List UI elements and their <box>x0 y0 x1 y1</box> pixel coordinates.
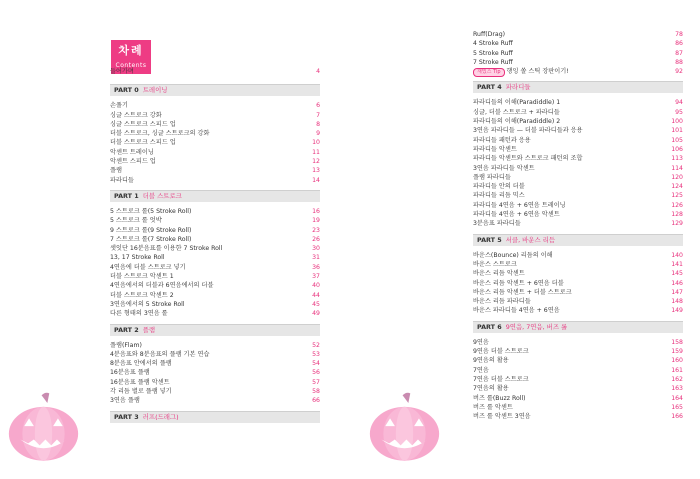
toc-entry[interactable] <box>110 253 320 262</box>
toc-entry-page: 114 <box>671 164 683 172</box>
toc-entry-page: 4 <box>316 68 320 75</box>
toc-entry-label: 버즈 롤 악센트 3연음 <box>473 413 531 421</box>
toc-entry-page: 87 <box>675 49 683 57</box>
toc-entry-page: 6 <box>316 102 320 110</box>
toc-entry-label: 악센트 트레이닝 <box>110 148 154 156</box>
toc-entry-page: 161 <box>671 366 683 374</box>
toc-entry-label: 3연음 파라디들 악센트 <box>473 164 535 172</box>
toc-entry-label: 각 리듬 별로 플램 넣기 <box>110 388 172 396</box>
part-number: PART 4 <box>477 83 502 92</box>
toc-entry-label: 7 Stroke Ruff <box>473 58 513 66</box>
toc-entry-label: 파라디들 <box>110 176 134 184</box>
toc-entry[interactable] <box>110 207 320 216</box>
toc-entry-label: 더블 스트로크 스피드 업 <box>110 139 176 147</box>
toc-entry[interactable] <box>110 396 320 405</box>
toc-entry-label: 셋잇단 16분음표를 이용한 7 Stroke Roll <box>110 245 223 253</box>
toc-entry-page: 125 <box>671 192 683 200</box>
toc-entry[interactable] <box>473 136 683 145</box>
toc-entry-page: 120 <box>671 173 683 181</box>
toc-entry-label: 싱글, 더블 스트로크 + 파라디들 <box>473 108 560 116</box>
toc-entry[interactable] <box>473 288 683 297</box>
toc-entry-page: 129 <box>671 220 683 228</box>
toc-entry[interactable] <box>110 235 320 244</box>
toc-entry[interactable] <box>110 368 320 377</box>
toc-entry-page: 56 <box>312 369 320 377</box>
toc-entry-label: 4연음에 더블 스트로크 넣기 <box>110 263 186 271</box>
toc-entry-page: 54 <box>312 360 320 368</box>
toc-entry-page: 23 <box>312 226 320 234</box>
part-number: PART 1 <box>114 191 139 200</box>
toc-entry-label: Ruff(Drag) <box>473 31 506 38</box>
toc-entry-page: 10 <box>312 139 320 147</box>
toc-entry-page: 57 <box>312 378 320 386</box>
toc-entry-label: 7연음 <box>473 366 489 374</box>
part-heading[interactable] <box>473 321 683 333</box>
toc-entry-label: 바운스 리듬 악센트 + 더블 스트로크 <box>473 288 572 296</box>
toc-entry-label: 파라디들 4연음 + 6연음 악센트 <box>473 211 560 219</box>
toc-entry-page: 8 <box>316 120 320 128</box>
toc-entry-label: 파라디들 4연음 + 6연음 트레이닝 <box>473 201 566 209</box>
toc-entry[interactable] <box>110 138 320 147</box>
toc-entry-label: 3분음표 파라디들 <box>473 220 521 228</box>
part-title: 서클, 바운스 리듬 <box>505 235 556 244</box>
toc-entry-label: 더블 스트로크 악센트 2 <box>110 291 174 299</box>
toc-entry-page: 19 <box>312 217 320 225</box>
toc-entry-label: 4분음표와 8분음표의 플램 기본 연습 <box>110 350 210 358</box>
part-number: PART 3 <box>114 412 139 421</box>
toc-entry-page: 53 <box>312 350 320 358</box>
part-title: 더블 스트로크 <box>142 191 182 200</box>
toc-entry-page: 145 <box>671 270 683 278</box>
toc-entry-label: 다른 형태의 3연음 롤 <box>110 310 168 318</box>
toc-entry[interactable] <box>473 279 683 288</box>
pumpkin-icon <box>366 388 443 468</box>
toc-entry-label: 바운스 리듬 악센트 <box>473 270 525 278</box>
toc-entry[interactable] <box>473 210 683 219</box>
toc-entry-label: 바운스 파라디들 4연음 + 6연음 <box>473 307 560 315</box>
part-heading[interactable] <box>110 84 320 96</box>
toc-entry-label: 파라디들의 이해(Paradiddle) 1 <box>473 99 561 107</box>
part-title: 플램 <box>142 325 156 334</box>
part-title: 파라디들 <box>505 83 531 92</box>
toc-entry-label: 손풀기 <box>110 102 128 110</box>
toc-entry[interactable] <box>473 219 683 228</box>
toc-entry[interactable] <box>110 244 320 253</box>
toc-entry[interactable] <box>110 359 320 368</box>
toc-entry[interactable] <box>110 350 320 359</box>
toc-entry-page: 30 <box>312 245 320 253</box>
toc-entry-label: 5 Stroke Ruff <box>473 49 513 57</box>
toc-entry-page: 146 <box>671 279 683 287</box>
toc-entry[interactable] <box>473 297 683 306</box>
toc-entry[interactable] <box>473 30 683 39</box>
toc-entry-page: 11 <box>312 148 320 156</box>
toc-entry-label: 플램 파라디들 <box>473 173 511 181</box>
toc-entry-label: 바운스(Bounce) 리듬의 이해 <box>473 251 553 259</box>
toc-entry[interactable] <box>110 129 320 138</box>
toc-entry-page: 37 <box>312 273 320 281</box>
toc-entry-label: 싱글 스트로크 강화 <box>110 111 162 119</box>
toc-entry[interactable] <box>473 173 683 182</box>
part-title: 트레이닝 <box>142 86 168 95</box>
toc-entry-label: 플램 <box>110 167 122 175</box>
toc-entry-page: 44 <box>312 291 320 299</box>
part-heading[interactable] <box>110 411 320 423</box>
toc-entry-label: 들어가며 <box>110 68 134 75</box>
toc-entry[interactable] <box>473 39 683 48</box>
toc-entry[interactable] <box>473 182 683 191</box>
toc-entry[interactable] <box>110 157 320 166</box>
toc-entry-page: 165 <box>671 403 683 411</box>
toc-entry-page: 159 <box>671 348 683 356</box>
toc-entry[interactable] <box>110 226 320 235</box>
toc-entry-page: 78 <box>675 31 683 38</box>
toc-entry[interactable] <box>473 117 683 126</box>
toc-entry-label: 파라디들 패턴과 응용 <box>473 136 531 144</box>
toc-entry-label: 파라디들 리듬 믹스 <box>473 192 525 200</box>
toc-entry-page: 162 <box>671 375 683 383</box>
toc-entry-page: 16 <box>312 207 320 215</box>
toc-entry[interactable] <box>110 272 320 281</box>
toc-entry-label: 8분음표 안에서의 플램 <box>110 360 172 368</box>
toc-entry-label: 16분음표 플램 악센트 <box>110 378 170 386</box>
toc-entry[interactable] <box>110 120 320 129</box>
toc-entry-page: 147 <box>671 288 683 296</box>
toc-entry[interactable] <box>473 366 683 375</box>
toc-entry[interactable] <box>473 403 683 412</box>
toc-entry-page: 166 <box>671 413 683 421</box>
part-number: PART 5 <box>477 235 502 244</box>
toc-entry-label: 파라디들의 이해(Paradiddle) 2 <box>473 118 561 126</box>
toc-entry-page: 9 <box>316 130 320 138</box>
part-title: 9연음, 7연음, 버즈 롤 <box>505 322 568 331</box>
toc-entry-page: 7 <box>316 111 320 119</box>
toc-entry-page: 40 <box>312 282 320 290</box>
toc-entry[interactable] <box>473 98 683 107</box>
toc-entry-label: 4 Stroke Ruff <box>473 40 513 48</box>
toc-entry-label: 4연음에서의 더블과 6연음에서의 더블 <box>110 282 214 290</box>
toc-entry-label: 3연음 파라디들 — 더블 파라디들과 응용 <box>473 127 583 135</box>
toc-entry-page: 101 <box>671 127 683 135</box>
toc-entry-page: 124 <box>671 183 683 191</box>
toc-entry-label: 파라디들 악센트 <box>473 145 517 153</box>
toc-entry-page: 49 <box>312 310 320 318</box>
part-heading[interactable] <box>110 324 320 336</box>
toc-entry[interactable] <box>473 67 683 76</box>
toc-entry[interactable] <box>110 300 320 309</box>
toc-entry-page: 26 <box>312 235 320 243</box>
toc-entry-label: 7연음의 활용 <box>473 385 509 393</box>
toc-entry[interactable] <box>110 166 320 175</box>
toc-entry[interactable] <box>110 111 320 120</box>
toc-entry-label: 16분음표 플램 <box>110 369 150 377</box>
toc-entry-label: 7 스트로크 롤(7 Stroke Roll) <box>110 235 192 243</box>
toc-entry-page: 106 <box>671 145 683 153</box>
toc-entry-label: 9연음 더블 스트로크 <box>473 348 529 356</box>
toc-entry[interactable] <box>473 164 683 173</box>
toc-entry-label: 13, 17 Stroke Roll <box>110 254 165 262</box>
toc-entry[interactable] <box>110 309 320 318</box>
toc-entry-label: 행잉 쏠 스틱 장판이기! <box>506 68 569 76</box>
toc-entry-label: 바운스 스트로크 <box>473 260 517 268</box>
toc-left-column <box>110 67 320 428</box>
pumpkin-icon <box>5 388 82 468</box>
toc-entry-page: 140 <box>671 251 683 259</box>
toc-entry[interactable] <box>473 251 683 260</box>
toc-entry-label: 3연음 플램 <box>110 397 140 405</box>
toc-entry-label: 9 스트로크 롤(9 Stroke Roll) <box>110 226 192 234</box>
toc-entry[interactable] <box>473 201 683 210</box>
toc-entry[interactable] <box>110 176 320 185</box>
toc-entry-page: 86 <box>675 40 683 48</box>
toc-entry-page: 141 <box>671 260 683 268</box>
toc-entry-intro[interactable] <box>110 67 320 76</box>
part-title: 러프(드래그) <box>142 412 179 421</box>
toc-entry-label: 바운스 리듬 파라디들 <box>473 298 531 306</box>
toc-entry-page: 66 <box>312 397 320 405</box>
toc-title: 차례 <box>118 44 144 57</box>
toc-entry-page: 45 <box>312 300 320 308</box>
toc-entry-label: 더블 스트로크, 싱글 스트로크의 강화 <box>110 130 210 138</box>
toc-entry-page: 100 <box>671 118 683 126</box>
part-number: PART 2 <box>114 325 139 334</box>
part-heading[interactable] <box>473 234 683 246</box>
toc-entry[interactable] <box>473 126 683 135</box>
toc-entry[interactable] <box>473 269 683 278</box>
toc-subtitle: Contents <box>115 62 147 69</box>
toc-entry[interactable] <box>473 58 683 67</box>
toc-entry[interactable] <box>473 356 683 365</box>
toc-entry-page: 13 <box>312 167 320 175</box>
toc-entry-page: 95 <box>675 108 683 116</box>
toc-entry[interactable] <box>110 281 320 290</box>
toc-entry-label: 더블 스트로크 악센트 1 <box>110 273 174 281</box>
toc-right-column <box>473 30 683 421</box>
toc-entry[interactable] <box>473 260 683 269</box>
toc-entry[interactable] <box>110 387 320 396</box>
toc-entry-page: 105 <box>671 136 683 144</box>
toc-entry[interactable] <box>473 347 683 356</box>
toc-entry-page: 36 <box>312 263 320 271</box>
toc-entry-label: 9연음의 활용 <box>473 357 509 365</box>
toc-entry-page: 164 <box>671 394 683 402</box>
toc-entry[interactable] <box>473 394 683 403</box>
toc-entry[interactable] <box>110 216 320 225</box>
toc-entry-page: 94 <box>675 99 683 107</box>
toc-entry-page: 128 <box>671 211 683 219</box>
toc-entry[interactable] <box>473 49 683 58</box>
part-heading[interactable] <box>473 81 683 93</box>
toc-entry[interactable] <box>110 263 320 272</box>
toc-entry[interactable] <box>473 145 683 154</box>
toc-entry-page: 158 <box>671 338 683 346</box>
toc-entry-label: 7연음 더블 스트로크 <box>473 375 529 383</box>
part-heading[interactable] <box>110 190 320 202</box>
toc-entry-label: 3연음에서의 5 Stroke Roll <box>110 300 185 308</box>
part-number: PART 6 <box>477 322 502 331</box>
toc-entry[interactable] <box>473 412 683 421</box>
toc-entry-page: 126 <box>671 201 683 209</box>
toc-entry-label: 바운스 리듬 악센트 + 6연음 더블 <box>473 279 564 287</box>
toc-entry-label: 파라디들 악센트와 스트로크 패턴의 조합 <box>473 155 583 163</box>
toc-entry[interactable] <box>473 191 683 200</box>
toc-entry-page: 12 <box>312 158 320 166</box>
toc-entry[interactable] <box>473 306 683 315</box>
toc-entry-label: 5 스트로크 롤 엇박 <box>110 217 162 225</box>
toc-entry[interactable] <box>110 341 320 350</box>
toc-entry-label: 버즈 롤 악센트 <box>473 403 513 411</box>
toc-entry-label: 버즈 롤(Buzz Roll) <box>473 394 526 402</box>
toc-entry[interactable] <box>110 148 320 157</box>
toc-entry-page: 14 <box>312 176 320 184</box>
toc-entry[interactable] <box>110 101 320 110</box>
toc-entry-page: 88 <box>675 58 683 66</box>
toc-entry-label-wrap <box>473 67 569 77</box>
toc-entry-label: 9연음 <box>473 338 489 346</box>
toc-entry-page: 31 <box>312 254 320 262</box>
toc-entry-label: 플램(Flam) <box>110 341 142 349</box>
toc-entry-label: 파라디들 안의 더블 <box>473 183 525 191</box>
part-number: PART 0 <box>114 86 139 95</box>
toc-entry[interactable] <box>110 291 320 300</box>
toc-entry[interactable] <box>473 108 683 117</box>
toc-entry-label: 싱글 스트로크 스피드 업 <box>110 120 176 128</box>
toc-entry-page: 163 <box>671 385 683 393</box>
toc-entry-page: 149 <box>671 307 683 315</box>
toc-entry[interactable] <box>473 384 683 393</box>
tip-badge: 재밌스 Tip <box>473 68 505 77</box>
toc-entry-label: 5 스트로크 롤(5 Stroke Roll) <box>110 207 192 215</box>
toc-entry-page: 52 <box>312 341 320 349</box>
toc-entry-page: 160 <box>671 357 683 365</box>
toc-entry[interactable] <box>110 378 320 387</box>
toc-entry-page: 148 <box>671 298 683 306</box>
toc-entry[interactable] <box>473 338 683 347</box>
toc-entry-label: 악센트 스피드 업 <box>110 158 156 166</box>
toc-entry[interactable] <box>473 375 683 384</box>
toc-entry-page: 92 <box>675 68 683 76</box>
toc-entry-page: 58 <box>312 388 320 396</box>
toc-entry-page: 113 <box>671 155 683 163</box>
toc-entry[interactable] <box>473 154 683 163</box>
